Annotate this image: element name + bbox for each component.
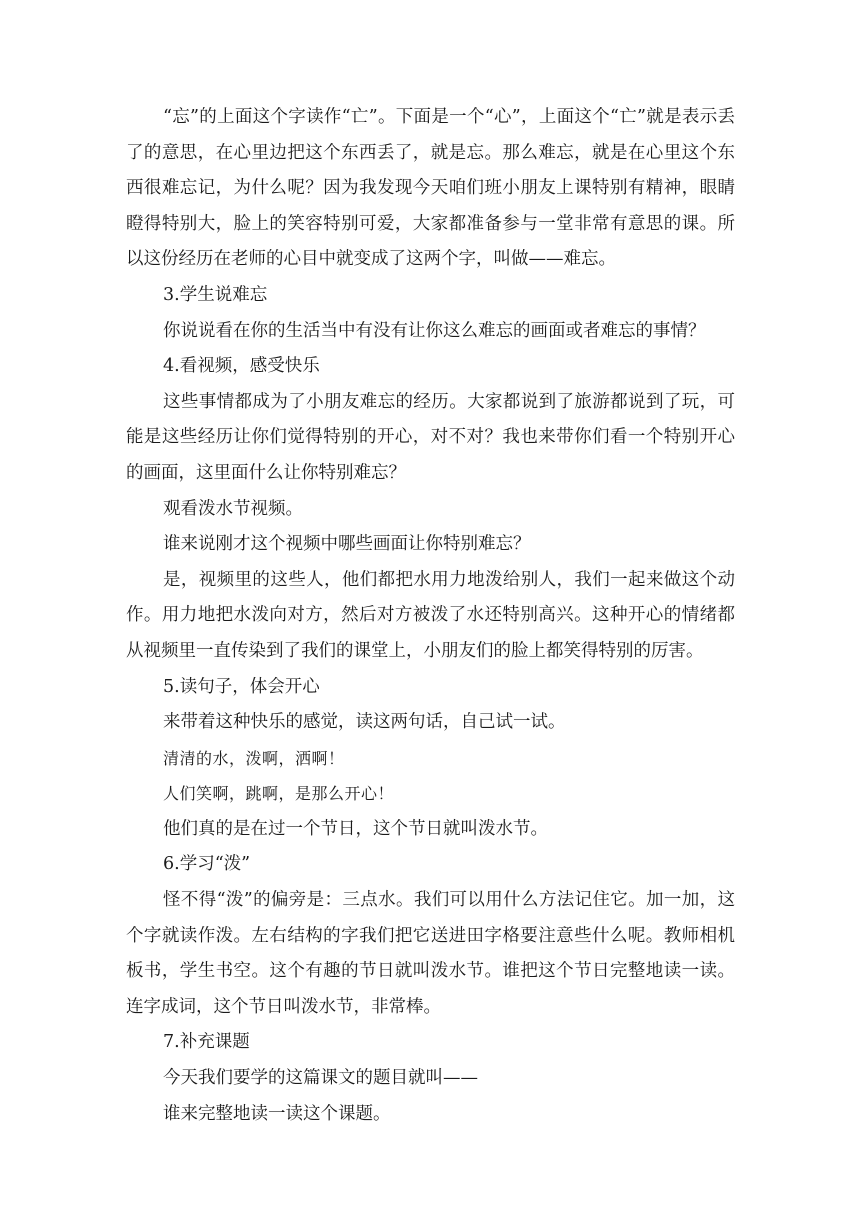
paragraph-learn-po: 怪不得“泼”的偏旁是：三点水。我们可以用什么方法记住它。加一加，这个字就读作泼。左右结构的字我们把它送进田字格要注意些什么呢。教师相机板书，学生书空。这个有趣的节日就叫泼水节。谁把这个节日完整地读一读。连字成词，这个节日叫泼水节，非常棒。 bbox=[126, 890, 735, 1017]
paragraph-title-today: 今天我们要学的这篇课文的题目就叫—— bbox=[163, 1068, 478, 1089]
poem-line-1: 清清的水，泼啊，洒啊！ bbox=[163, 748, 345, 768]
paragraph-wang-explanation: “忘”的上面这个字读作“亡”。下面是一个“心”，上面这个“亡”就是表示丢了的意思，在心里边把这个东西丢了，就是忘。那么难忘，就是在心里这个东西很难忘记，为什么呢？因为我发现今天咱们班小朋友上课特别有精神，眼睛瞪得特别大，脸上的笑容特别可爱，大家都准备参与一堂非常有意思的课。所以这份经历在老师的心目中就变成了这两个字，叫做——难忘。 bbox=[126, 107, 735, 270]
paragraph-who-tells: 谁来说刚才这个视频中哪些画面让你特别难忘？ bbox=[163, 534, 531, 555]
section-heading-7: 7.补充课题 bbox=[163, 1032, 250, 1053]
paragraph-video-people: 是，视频里的这些人，他们都把水用力地泼给别人，我们一起来做这个动作。用力地把水泼向对方，然后对方被泼了水还特别高兴。这种开心的情绪都从视频里一直传染到了我们的课堂上，小朋友们的脸上都笑得特别的厉害。 bbox=[126, 569, 735, 661]
paragraph-watch-video: 观看泼水节视频。 bbox=[163, 498, 303, 519]
section-heading-4: 4.看视频，感受快乐 bbox=[163, 356, 320, 377]
section-heading-3: 3.学生说难忘 bbox=[163, 284, 268, 305]
poem-line-2: 人们笑啊，跳啊，是那么开心！ bbox=[163, 784, 395, 804]
document-body bbox=[126, 100, 735, 1132]
paragraph-read-sentences: 来带着这种快乐的感觉，读这两句话，自己试一试。 bbox=[163, 712, 566, 733]
paragraph-festival: 他们真的是在过一个节日，这个节日就叫泼水节。 bbox=[163, 818, 548, 839]
paragraph-experiences: 这些事情都成为了小朋友难忘的经历。大家都说到了旅游都说到了玩，可能是这些经历让你们觉得特别的开心，对不对？我也来带你们看一个特别开心的画面，这里面什么让你特别难忘？ bbox=[126, 391, 735, 483]
paragraph-student-talk: 你说说看在你的生活当中有没有让你这么难忘的画面或者难忘的事情？ bbox=[163, 320, 706, 341]
section-heading-5: 5.读句子，体会开心 bbox=[163, 676, 320, 697]
section-heading-6: 6.学习“泼” bbox=[163, 854, 251, 875]
paragraph-read-title: 谁来完整地读一读这个课题。 bbox=[163, 1103, 391, 1124]
